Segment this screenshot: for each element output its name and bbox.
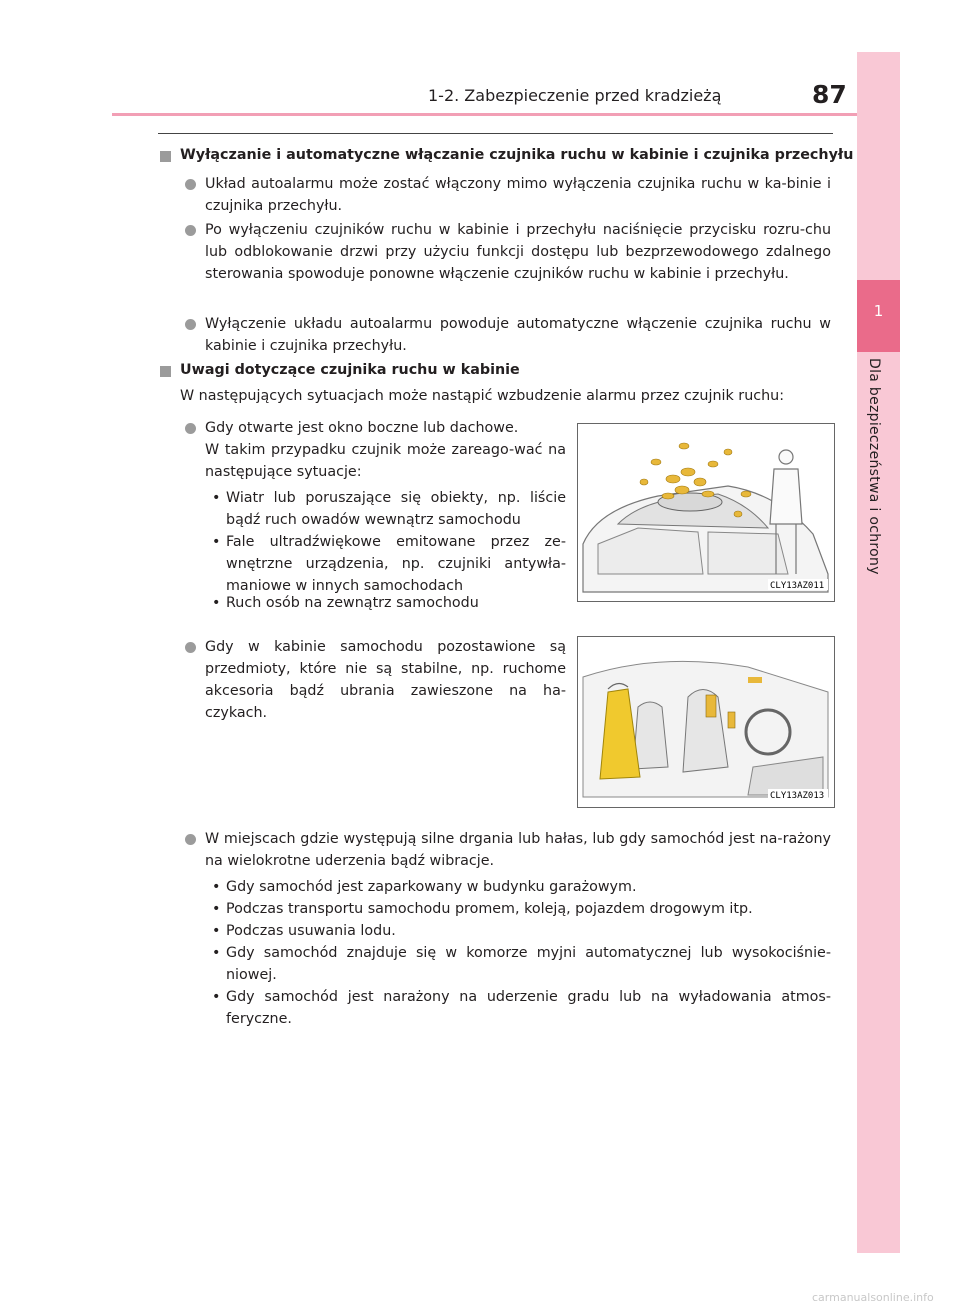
list-item: Ruch osób na zewnątrz samochodu <box>226 595 479 611</box>
paragraph: Gdy w kabinie samochodu pozostawione są przedmioty, które nie są stabilne, np. ruchome akcesoria bądź ubrania zawieszone na ha-czykach. <box>205 639 566 721</box>
list-item: Gdy samochód jest zaparkowany w budynku garażowym. <box>226 879 637 895</box>
list-bullet: • <box>212 490 221 506</box>
section-heading: Wyłączanie i automatyczne włączanie czujnika ruchu w kabinie i czujnika przechyłu <box>180 147 854 163</box>
paragraph: W miejscach gdzie występują silne drgania lub hałas, lub gdy samochód jest na-rażony na wielokrotne uderzenia bądź wibracje. <box>205 831 831 869</box>
item-lead: Gdy otwarte jest okno boczne lub dachowe. <box>205 420 519 436</box>
list-bullet: • <box>212 879 221 895</box>
bullet-dot-icon <box>185 423 196 434</box>
figure-code: CLY13AZ013 <box>770 791 825 801</box>
bullet-dot-icon <box>185 319 196 330</box>
section-title: 1-2. Zabezpieczenie przed kradzieżą <box>428 86 722 105</box>
paragraph: Układ autoalarmu może zostać włączony mimo wyłączenia czujnika ruchu w ka-binie i czujnika przechyłu. <box>205 176 831 214</box>
figure-sunroof-leaves <box>577 423 835 602</box>
intro-text: W następujących sytuacjach może nastąpić wzbudzenie alarmu przez czujnik ruchu: <box>180 388 785 404</box>
bullet-dot-icon <box>185 179 196 190</box>
header-rule <box>112 113 858 116</box>
list-bullet: • <box>212 923 221 939</box>
bullet-dot-icon <box>185 834 196 845</box>
list-item: Gdy samochód znajduje się w komorze myjni automatycznej lub wysokociśnie-niowej. <box>226 945 831 983</box>
list-bullet: • <box>212 989 221 1005</box>
bullet-dot-icon <box>185 225 196 236</box>
list-item: Podczas transportu samochodu promem, koleją, pojazdem drogowym itp. <box>226 901 753 917</box>
section-marker-icon <box>160 151 171 162</box>
car-interior-illustration <box>578 637 834 807</box>
list-item: Gdy samochód jest narażony na uderzenie gradu lub na wyładowania atmos-feryczne. <box>226 989 831 1027</box>
section-rule <box>158 133 833 134</box>
chapter-label: Dla bezpieczeństwa i ochrony <box>866 358 882 575</box>
figure-hanging-clothes <box>577 636 835 808</box>
list-item: Wiatr lub poruszające się obiekty, np. liście bądź ruch owadów wewnątrz samochodu <box>226 490 566 528</box>
list-item: Fale ultradźwiękowe emitowane przez ze-wnętrzne urządzenia, np. czujniki antywła-maniowe w innych samochodach <box>226 534 566 594</box>
chapter-number: 1 <box>873 302 884 320</box>
list-bullet: • <box>212 901 221 917</box>
side-chapter-bar <box>857 52 900 1253</box>
list-bullet: • <box>212 534 221 550</box>
page-number: 87 <box>812 80 847 109</box>
section-heading: Uwagi dotyczące czujnika ruchu w kabinie <box>180 362 520 378</box>
paragraph: W takim przypadku czujnik może zareago-wać na następujące sytuacje: <box>205 442 566 480</box>
list-bullet: • <box>212 595 221 611</box>
list-bullet: • <box>212 945 221 961</box>
footer-watermark[interactable]: carmanualsonline.info <box>812 1291 934 1304</box>
list-item: Podczas usuwania lodu. <box>226 923 396 939</box>
car-sunroof-illustration <box>578 424 834 601</box>
paragraph: Po wyłączeniu czujników ruchu w kabinie i przechyłu naciśnięcie przycisku rozru-chu lub odblokowanie drzwi przy użyciu funkcji dostępu lub bezprzewodowego zdalnego sterowania spowoduje ponowne włączenie czujników ruchu w kabinie i przechyłu. <box>205 222 831 282</box>
figure-code: CLY13AZ011 <box>770 581 825 591</box>
section-marker-icon <box>160 366 171 377</box>
paragraph: Wyłączenie układu autoalarmu powoduje automatyczne włączenie czujnika ruchu w kabinie i czujnika przechyłu. <box>205 316 831 354</box>
bullet-dot-icon <box>185 642 196 653</box>
